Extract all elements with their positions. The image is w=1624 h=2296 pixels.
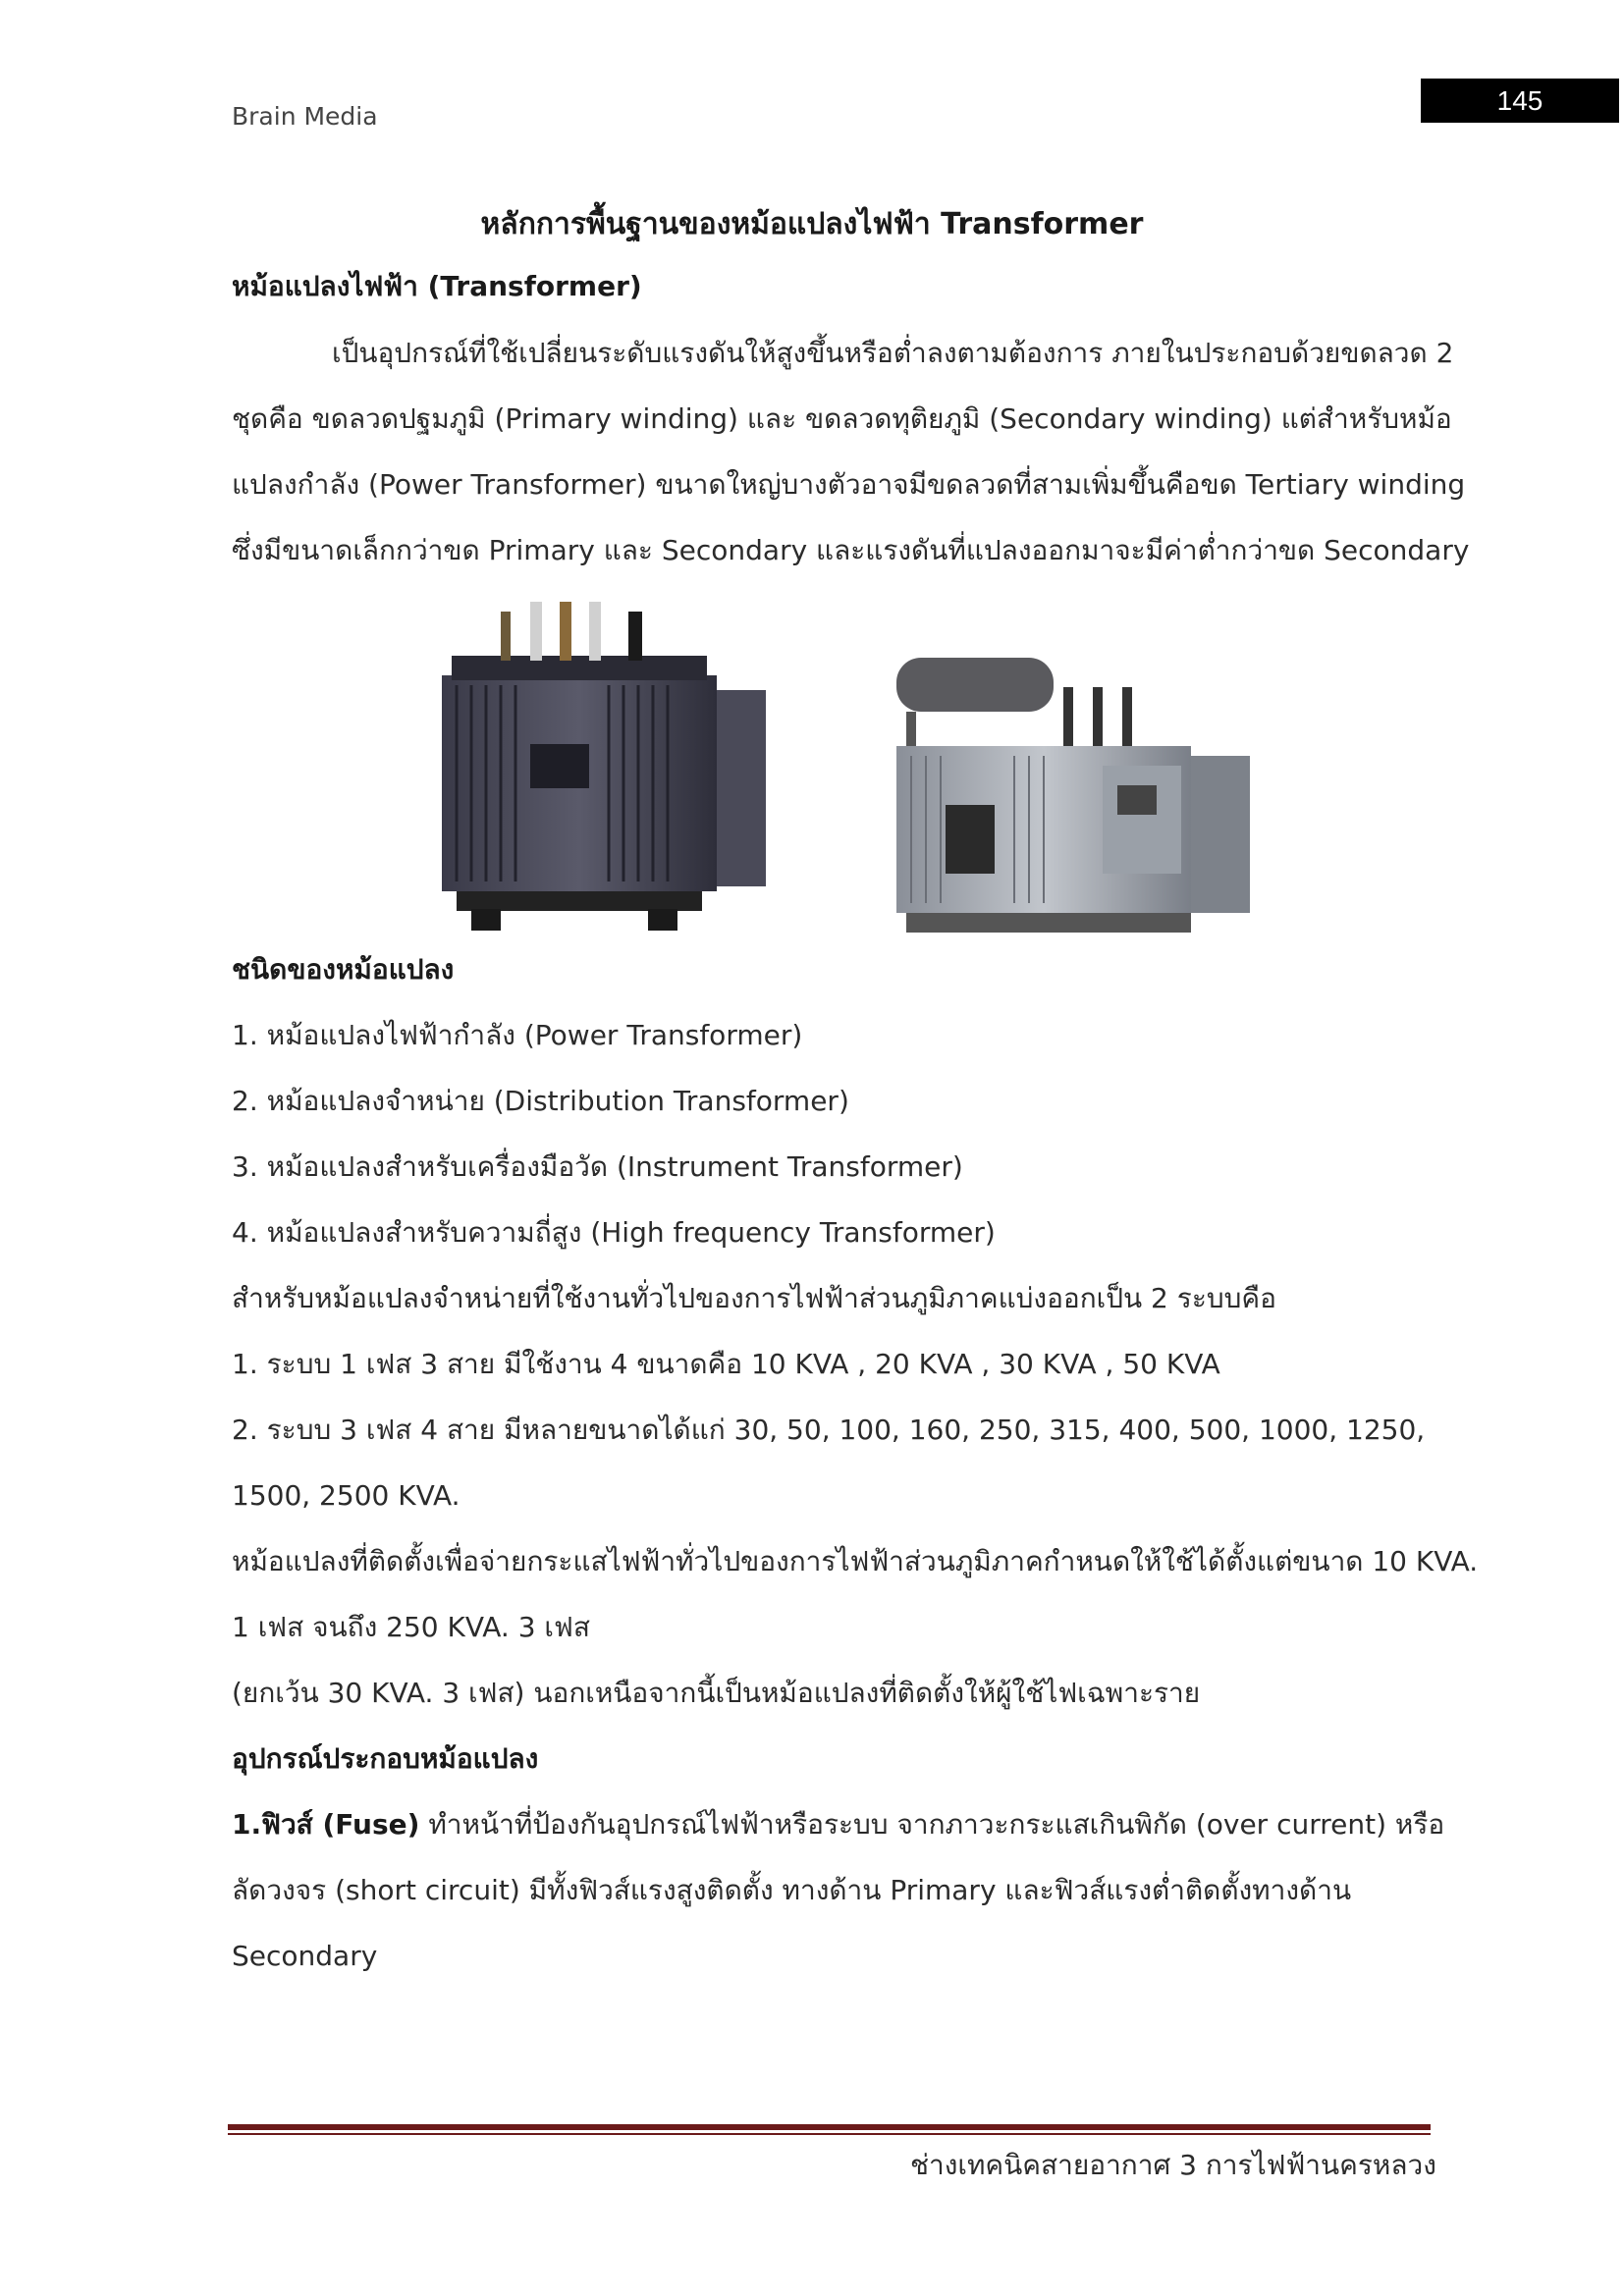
paragraph-line: (ยกเว้น 30 KVA. 3 เฟส) นอกเหนือจากนี้เป็นหม้อแปลงที่ติดตั้งให้ผู้ใช้ไฟเฉพาะราย	[232, 1677, 1201, 1709]
section-heading-types: ชนิดของหม้อแปลง	[232, 953, 455, 986]
list-item: 1. หม้อแปลงไฟฟ้ากำลัง (Power Transformer)	[232, 1019, 803, 1051]
fuse-label: 1.ฟิวส์ (Fuse)	[232, 1808, 420, 1841]
fuse-text: ทำหน้าที่ป้องกันอุปกรณ์ไฟฟ้าหรือระบบ จากภาวะกระแสเกินพิกัด (over current) หรือ	[419, 1808, 1445, 1841]
paragraph-line: 1500, 2500 KVA.	[232, 1479, 460, 1512]
list-item: 4. หม้อแปลงสำหรับความถี่สูง (High frequency Transformer)	[232, 1216, 996, 1249]
paragraph-line: Secondary	[232, 1940, 378, 1972]
list-item: 2. ระบบ 3 เฟส 4 สาย มีหลายขนาดได้แก่ 30, 50, 100, 160, 250, 315, 400, 500, 1000, 1250,	[232, 1414, 1426, 1446]
paragraph-line: 1 เฟส จนถึง 250 KVA. 3 เฟส	[232, 1611, 590, 1643]
paragraph-line: แปลงกำลัง (Power Transformer) ขนาดใหญ่บางตัวอาจมีขดลวดที่สามเพิ่มขึ้นคือขด Tertiary winding	[232, 468, 1466, 501]
page-title: หลักการพื้นฐานของหม้อแปลงไฟฟ้า Transformer	[480, 207, 1144, 241]
transformer-image-1	[412, 597, 785, 940]
paragraph-line: สำหรับหม้อแปลงจำหน่ายที่ใช้งานทั่วไปของการไฟฟ้าส่วนภูมิภาคแบ่งออกเป็น 2 ระบบคือ	[232, 1282, 1276, 1314]
paragraph-line: หม้อแปลงที่ติดตั้งเพื่อจ่ายกระแสไฟฟ้าทั่วไปของการไฟฟ้าส่วนภูมิภาคกำหนดให้ใช้ได้ตั้งแต่ขนาด 10 KVA.	[232, 1545, 1479, 1577]
paragraph-line: ชุดคือ ขดลวดปฐมภูมิ (Primary winding) และ ขดลวดทุติยภูมิ (Secondary winding) แต่สำหรับหม้อ	[232, 402, 1452, 435]
list-item: 3. หม้อแปลงสำหรับเครื่องมือวัด (Instrument Transformer)	[232, 1150, 963, 1183]
list-item: 2. หม้อแปลงจำหน่าย (Distribution Transformer)	[232, 1085, 849, 1117]
paragraph-line: ซึ่งมีขนาดเล็กกว่าขด Primary และ Secondary และแรงดันที่แปลงออกมาจะมีค่าต่ำกว่าขด Secondary	[232, 534, 1470, 566]
header-brand: Brain Media	[232, 102, 378, 131]
footer-text: ช่างเทคนิคสายอากาศ 3 การไฟฟ้านครหลวง	[910, 2149, 1436, 2181]
transformer-image-2	[877, 628, 1260, 972]
fuse-paragraph-line	[232, 1805, 1444, 1844]
footer-rule-thin	[228, 2133, 1431, 2135]
section-heading-transformer: หม้อแปลงไฟฟ้า (Transformer)	[232, 270, 642, 302]
page-number: 145	[1421, 79, 1619, 123]
footer-rule	[228, 2124, 1431, 2130]
paragraph-line: เป็นอุปกรณ์ที่ใช้เปลี่ยนระดับแรงดันให้สูงขึ้นหรือต่ำลงตามต้องการ ภายในประกอบด้วยขดลวด 2	[332, 337, 1454, 369]
list-item: 1. ระบบ 1 เฟส 3 สาย มีใช้งาน 4 ขนาดคือ 10 KVA , 20 KVA , 30 KVA , 50 KVA	[232, 1348, 1220, 1380]
section-heading-components: อุปกรณ์ประกอบหม้อแปลง	[232, 1742, 539, 1775]
paragraph-line: ลัดวงจร (short circuit) มีทั้งฟิวส์แรงสูงติดตั้ง ทางด้าน Primary และฟิวส์แรงต่ำติดตั้งทางด้าน	[232, 1874, 1352, 1906]
